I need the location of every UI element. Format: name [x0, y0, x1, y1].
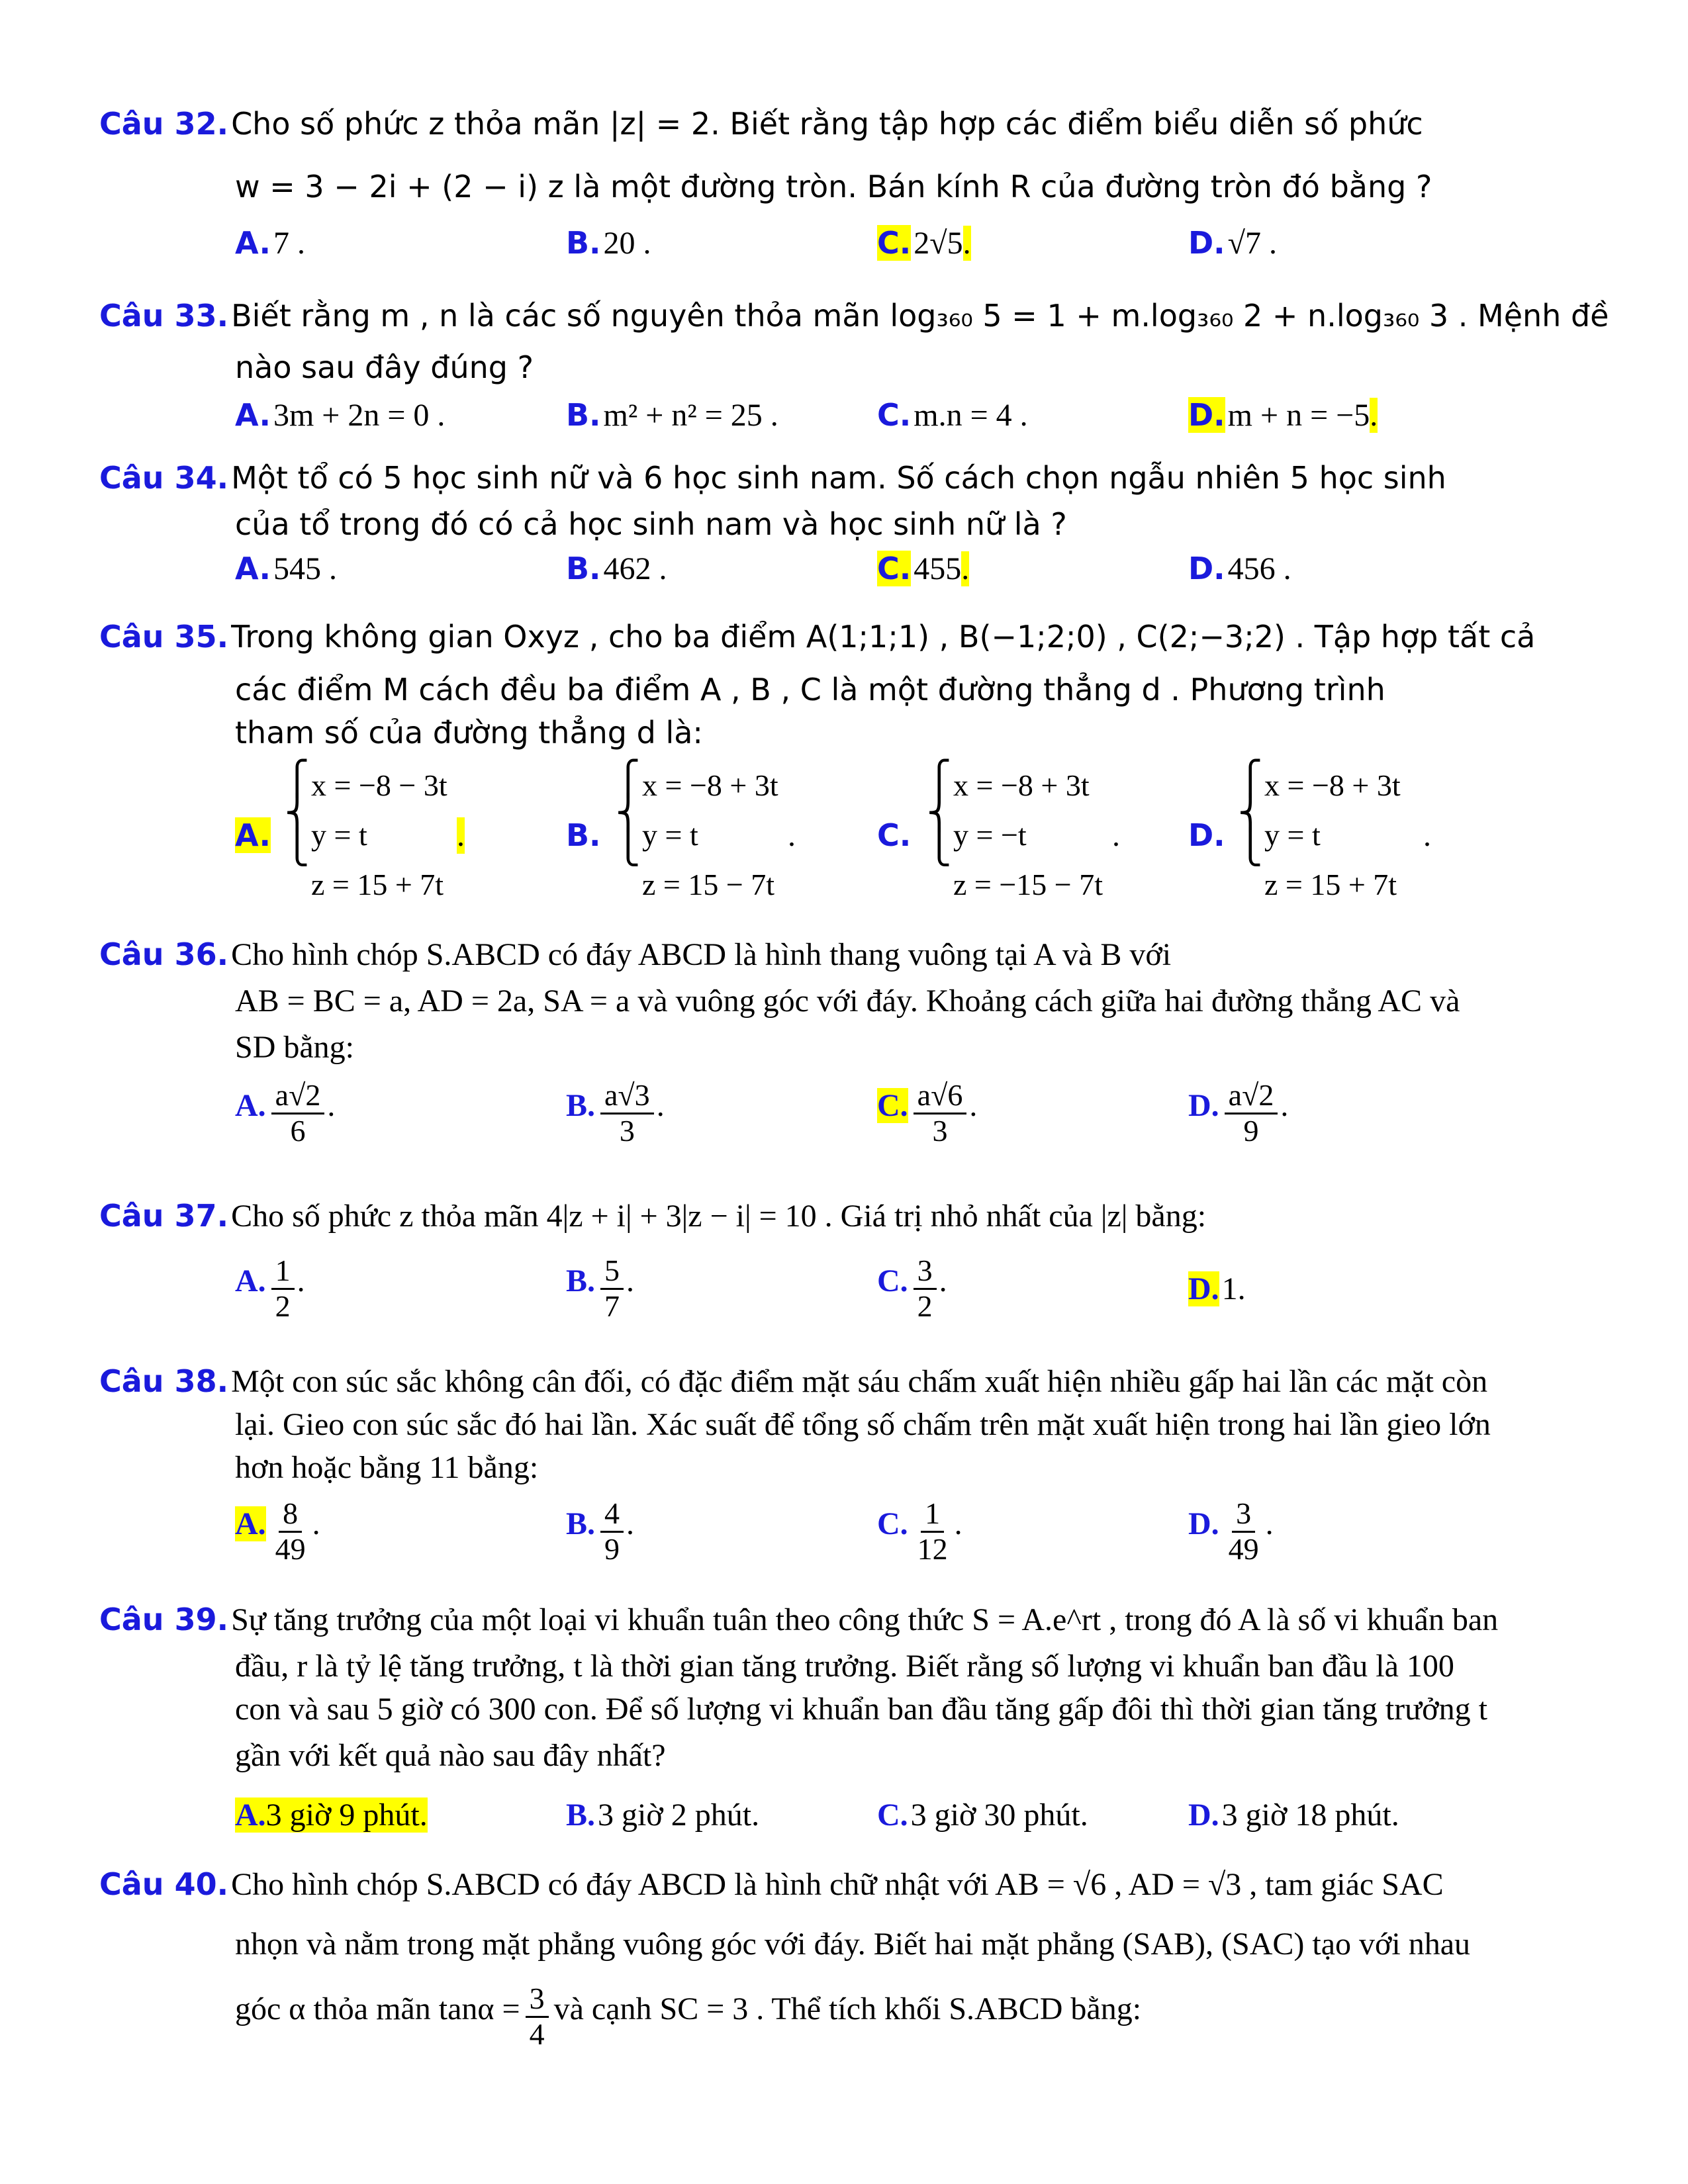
q37-option-c[interactable]: C. $\frac{3}{2}$ . — [877, 1253, 947, 1323]
q38-option-d[interactable]: D. $\frac{3}{49}$ . — [1188, 1496, 1274, 1566]
q33-line2: nào sau đây đúng ? — [235, 349, 534, 385]
q35-option-b-brace-icon: ⎧ ⎨ ⎩ — [616, 759, 641, 866]
q32-label: Câu 32. — [99, 106, 229, 142]
q34-option-b[interactable]: B. 462 . — [566, 551, 667, 586]
q37-label: Câu 37. — [99, 1198, 229, 1234]
q34-option-d[interactable]: D. 456 . — [1188, 551, 1291, 586]
q39-line4: gần với kết quả nào sau đây nhất? — [235, 1738, 666, 1773]
q37-option-b[interactable]: B. $\frac{5}{7}$ . — [566, 1253, 635, 1323]
q36-line2: AB = BC = a, AD = 2a, SA = a và vuông góc với đáy. Khoảng cách giữa hai đường thẳng AC và — [235, 983, 1460, 1019]
q35-line2: các điểm M cách đều ba điểm A , B , C là một đường thẳng d . Phương trình — [235, 672, 1385, 707]
q36-line1: Câu 36. Cho hình chóp S.ABCD có đáy ABCD là hình thang vuông tại A và B với — [99, 936, 1172, 972]
q34-line2: của tổ trong đó có cả học sinh nam và học sinh nữ là ? — [235, 506, 1067, 542]
q36-option-a[interactable]: A. $\frac{a√2}{6}$ . — [235, 1078, 336, 1148]
q40-line1: Câu 40. Cho hình chóp S.ABCD có đáy ABCD là hình chữ nhật với AB = √6 , AD = √3 , tam giác SAC — [99, 1866, 1444, 1902]
q35-option-b-tail: . — [788, 818, 796, 853]
q35-label: Câu 35. — [99, 619, 229, 655]
q38-line1: Câu 38. Một con súc sắc không cân đối, có đặc điểm mặt sáu chấm xuất hiện nhiều gấp hai lần các mặt còn — [99, 1363, 1488, 1399]
q35-line1: Câu 35. Trong không gian Oxyz , cho ba điểm A(1;1;1) , B(−1;2;0) , C(2;−3;2) . Tập hợp tất cả — [99, 619, 1536, 655]
q38-line2: lại. Gieo con súc sắc đó hai lần. Xác suất để tổng số chấm trên mặt xuất hiện trong hai lần gieo lớn — [235, 1407, 1491, 1442]
q36-option-d[interactable]: D. $\frac{a√2}{9}$ . — [1188, 1078, 1289, 1148]
q37-option-a[interactable]: A. $\frac{1}{2}$ . — [235, 1253, 305, 1323]
q32-option-b[interactable]: B. 20 . — [566, 225, 651, 261]
q36-option-c[interactable]: C. $\frac{a√6}{3}$ . — [877, 1078, 978, 1148]
q39-line3: con và sau 5 giờ có 300 con. Để số lượng vi khuẩn ban đầu tăng gấp đôi thì thời gian tăng trưởng t — [235, 1692, 1487, 1727]
q33-line1: Câu 33. Biết rằng m , n là các số nguyên thỏa mãn log₃₆₀ 5 = 1 + m.log₃₆₀ 2 + n.log₃₆₀ 3 . Mệnh đề — [99, 298, 1609, 334]
q33-option-d[interactable]: D. m + n = −5. — [1188, 397, 1378, 433]
q39-option-b[interactable]: B. 3 giờ 2 phút. — [566, 1797, 760, 1833]
q34-line1: Câu 34. Một tổ có 5 học sinh nữ và 6 học sinh nam. Số cách chọn ngẫu nhiên 5 học sinh — [99, 460, 1446, 496]
q35-option-a-label[interactable]: A. — [235, 817, 271, 853]
q38-option-c[interactable]: C. $\frac{1}{12}$ . — [877, 1496, 962, 1566]
q34-label: Câu 34. — [99, 460, 229, 496]
q39-option-c[interactable]: C. 3 giờ 30 phút. — [877, 1797, 1088, 1833]
q33-option-c[interactable]: C. m.n = 4 . — [877, 397, 1028, 433]
q37-option-d[interactable]: D. 1. — [1188, 1271, 1246, 1306]
q38-line3: hơn hoặc bằng 11 bằng: — [235, 1450, 539, 1485]
q38-option-a[interactable]: A. $\frac{8}{49}$ . — [235, 1496, 320, 1566]
q40-line3: góc α thỏa mãn tanα = $\frac{3}{4}$ và cạnh SC = 3 . Thể tích khối S.ABCD bằng: — [235, 1981, 1142, 2051]
q32-option-d[interactable]: D. √7 . — [1188, 225, 1278, 261]
q35-option-d-brace-icon: ⎧ ⎨ ⎩ — [1238, 759, 1263, 866]
q32-line2: w = 3 − 2i + (2 − i) z là một đường tròn. Bán kính R của đường tròn đó bằng ? — [235, 169, 1432, 205]
q37-line1: Câu 37. Cho số phức z thỏa mãn 4|z + i| + 3|z − i| = 10 . Giá trị nhỏ nhất của |z| bằng: — [99, 1198, 1207, 1234]
q32-option-a[interactable]: A. 7 . — [235, 225, 305, 261]
q39-option-d[interactable]: D. 3 giờ 18 phút. — [1188, 1797, 1399, 1833]
q38-option-b[interactable]: B. $\frac{4}{9}$ . — [566, 1496, 635, 1566]
q39-label: Câu 39. — [99, 1602, 229, 1637]
q35-option-a-tail: . — [457, 818, 465, 853]
q35-option-c-tail: . — [1112, 818, 1120, 853]
q35-option-c-label[interactable]: C. — [877, 817, 912, 853]
q35-option-d-tail: . — [1423, 818, 1431, 853]
q38-label: Câu 38. — [99, 1363, 229, 1399]
q32-text1: Cho số phức z thỏa mãn |z| = 2. Biết rằng tập hợp các điểm biểu diễn số phức — [231, 106, 1423, 142]
q40-label: Câu 40. — [99, 1866, 229, 1902]
q36-line3: SD bằng: — [235, 1030, 354, 1065]
q32-option-c[interactable]: C. 2√5. — [877, 225, 971, 261]
q33-label: Câu 33. — [99, 298, 229, 334]
q39-line1: Câu 39. Sự tăng trưởng của một loại vi khuẩn tuân theo công thức S = A.e^rt , trong đó A là số vi khuẩn ban — [99, 1602, 1499, 1637]
q40-line2: nhọn và nằm trong mặt phẳng vuông góc với đáy. Biết hai mặt phẳng (SAB), (SAC) tạo với nhau — [235, 1927, 1471, 1962]
q32-line1 — [99, 106, 1423, 142]
q35-option-c-brace-icon: ⎧ ⎨ ⎩ — [927, 759, 952, 866]
q33-option-b[interactable]: B. m² + n² = 25 . — [566, 397, 778, 433]
q33-option-a[interactable]: A. 3m + 2n = 0 . — [235, 397, 445, 433]
q36-option-b[interactable]: B. $\frac{a√3}{3}$ . — [566, 1078, 665, 1148]
q34-option-a[interactable]: A. 545 . — [235, 551, 337, 586]
q35-option-b-label[interactable]: B. — [566, 817, 601, 853]
q34-option-c[interactable]: C. 455. — [877, 551, 970, 586]
q35-option-d-label[interactable]: D. — [1188, 817, 1225, 853]
q35-line3: tham số của đường thẳng d là: — [235, 715, 703, 751]
q39-option-a[interactable]: A.3 giờ 9 phút. — [235, 1797, 428, 1833]
q39-line2: đầu, r là tỷ lệ tăng trưởng, t là thời gian tăng trưởng. Biết rằng số lượng vi khuẩn ban đầu là 100 — [235, 1649, 1454, 1684]
q35-option-a-brace-icon: ⎧ ⎨ ⎩ — [285, 759, 310, 866]
q36-label: Câu 36. — [99, 936, 229, 972]
